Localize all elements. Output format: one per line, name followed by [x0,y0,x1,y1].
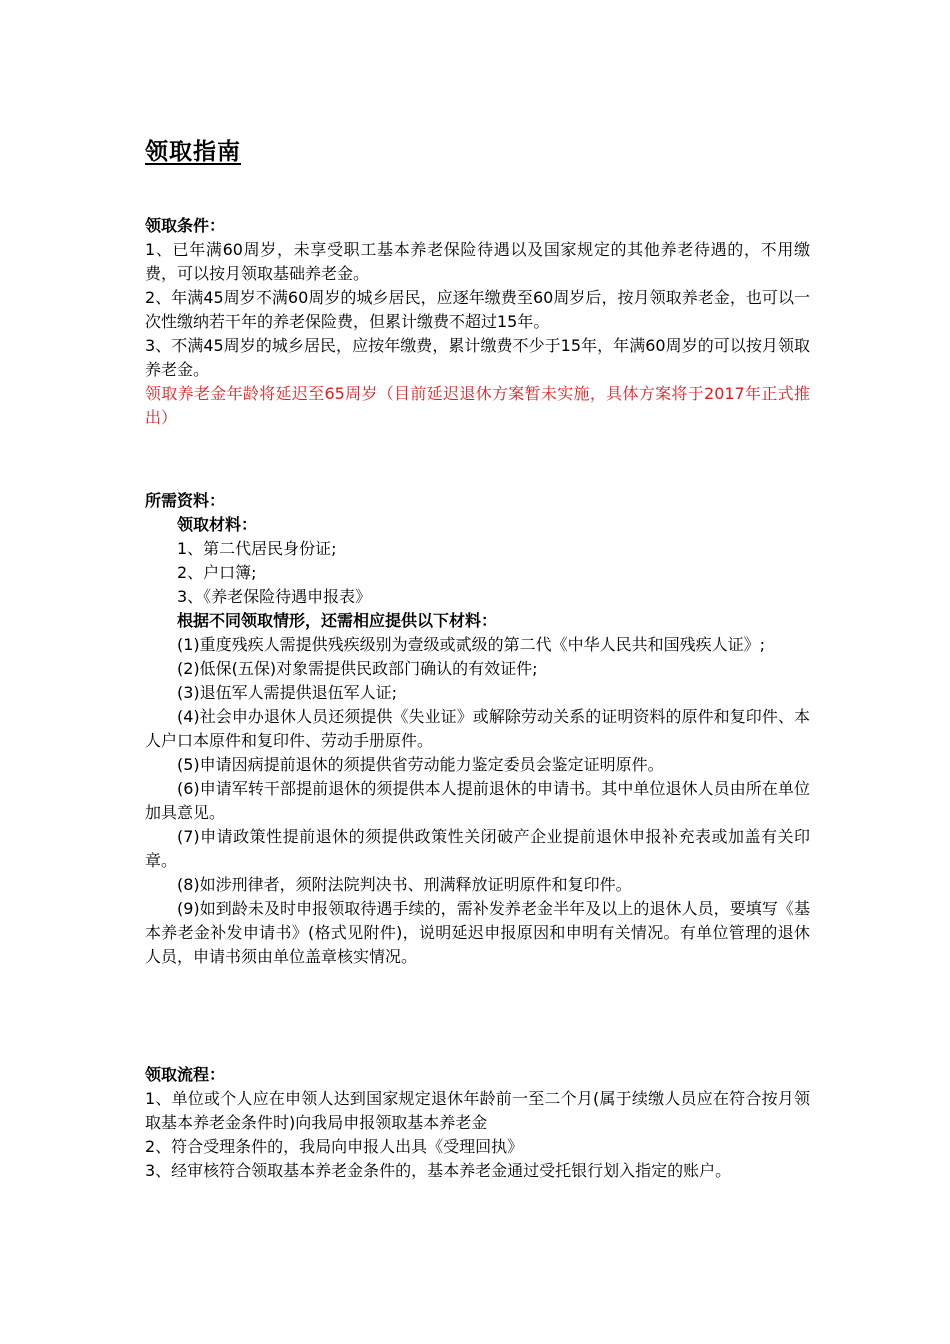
condition-item: 1、已年满60周岁，未享受职工基本养老保险待遇以及国家规定的其他养老待遇的，不用缴费，可以按月领取基础养老金。 [145,240,810,283]
extra-material-item: (6)申请军转干部提前退休的须提供本人提前退休的申请书。其中单位退休人员由所在单位加具意见。 [145,779,810,822]
extra-material-item: (5)申请因病提前退休的须提供省劳动能力鉴定委员会鉴定证明原件。 [177,755,664,774]
page-title: 领取指南 [145,139,241,165]
process-step: 1、单位或个人应在申领人达到国家规定退休年龄前一至二个月(属于续缴人员应在符合按月领取基本养老金条件时)向我局申报领取基本养老金 [145,1089,810,1132]
basic-material-item: 2、户口簿; [177,563,257,582]
basic-material-item: 1、第二代居民身份证; [177,539,337,558]
extra-material-item: (3)退伍军人需提供退伍军人证; [177,683,398,702]
extra-material-item: (9)如到龄未及时申报领取待遇手续的，需补发养老金半年及以上的退休人员，要填写《基本养老金补发申请书》(格式见附件)，说明延迟申报原因和申明有关情况。有单位管理的退休人员，申请书须由单位盖章核实情况。 [145,899,810,966]
materials-heading: 所需资料： [145,491,226,510]
condition-item: 3、不满45周岁的城乡居民，应按年缴费，累计缴费不少于15年，年满60周岁的可以按月领取养老金。 [145,336,810,379]
extra-material-item: (2)低保(五保)对象需提供民政部门确认的有效证件; [177,659,538,678]
materials-section [145,489,810,969]
materials-subheading: 领取材料： [177,515,258,534]
process-step: 2、符合受理条件的，我局向申报人出具《受理回执》 [145,1137,524,1156]
process-step: 3、经审核符合领取基本养老金条件的，基本养老金通过受托银行划入指定的账户。 [145,1161,732,1180]
basic-material-item: 3、《养老保险待遇申报表》 [177,587,372,606]
extra-material-item: (7)申请政策性提前退休的须提供政策性关闭破产企业提前退休申报补充表或加盖有关印章。 [145,827,810,870]
process-heading: 领取流程： [145,1065,226,1084]
extra-material-item: (1)重度残疾人需提供残疾级别为壹级或贰级的第二代《中华人民共和国残疾人证》; [177,635,766,654]
age-notice: 领取养老金年龄将延迟至65周岁（目前延迟退休方案暂未实施，具体方案将于2017年正式推出） [145,384,810,427]
process-section [145,1063,810,1183]
extra-material-item: (4)社会申办退休人员还须提供《失业证》或解除劳动关系的证明资料的原件和复印件、本人户口本原件和复印件、劳动手册原件。 [145,707,810,750]
extra-material-item: (8)如涉刑律者，须附法院判决书、刑满释放证明原件和复印件。 [177,875,632,894]
conditions-section [145,214,810,430]
condition-item: 2、年满45周岁不满60周岁的城乡居民，应逐年缴费至60周岁后，按月领取养老金，也可以一次性缴纳若干年的养老保险费，但累计缴费不超过15年。 [145,288,810,331]
extra-materials-heading: 根据不同领取情形，还需相应提供以下材料： [177,611,498,630]
conditions-heading: 领取条件： [145,216,226,235]
